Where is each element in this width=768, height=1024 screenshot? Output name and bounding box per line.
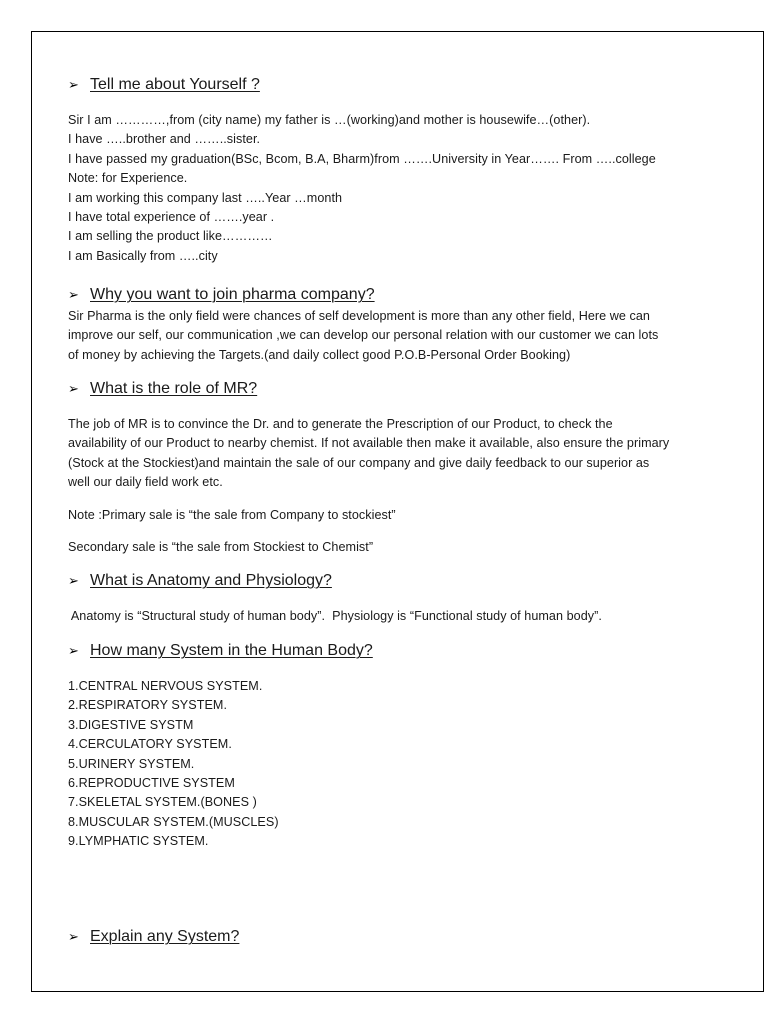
arrowhead-bullet-icon: ➢	[68, 643, 79, 658]
text-line: Note: for Experience.	[68, 171, 188, 186]
list-item: 2.RESPIRATORY SYSTEM.	[68, 698, 227, 713]
text-line: I have …..brother and ……..sister.	[68, 132, 261, 147]
heading-role-of-mr	[68, 380, 257, 398]
paragraph-anatomy-physiology	[68, 607, 718, 626]
heading-text: How many System in the Human Body?	[90, 642, 373, 659]
heading-text: Why you want to join pharma company?	[90, 286, 375, 303]
text-line: Note :Primary sale is “the sale from Company to stockiest”	[68, 508, 396, 522]
text-line: I am Basically from …..city	[68, 248, 218, 263]
list-item: 3.DIGESTIVE SYSTM	[68, 717, 194, 732]
list-item: 1.CENTRAL NERVOUS SYSTEM.	[68, 679, 263, 693]
heading-anatomy-physiology	[68, 572, 332, 590]
paragraph-role-of-mr	[68, 415, 718, 493]
text-line: I have total experience of …….year .	[68, 210, 275, 225]
arrowhead-bullet-icon: ➢	[68, 287, 79, 302]
heading-tell-me-about-yourself	[68, 76, 260, 94]
list-item: 8.MUSCULAR SYSTEM.(MUSCLES)	[68, 814, 279, 829]
list-item: 5.URINERY SYSTEM.	[68, 756, 195, 771]
arrowhead-bullet-icon: ➢	[68, 929, 79, 944]
arrowhead-bullet-icon: ➢	[68, 573, 79, 588]
heading-systems-count	[68, 642, 373, 660]
paragraph-why-pharma	[68, 307, 718, 365]
heading-why-pharma	[68, 286, 375, 304]
arrowhead-bullet-icon: ➢	[68, 77, 79, 92]
text-line: The job of MR is to convince the Dr. and to generate the Prescription of our Product, to check the	[68, 417, 613, 431]
heading-text: Explain any System?	[90, 928, 240, 945]
list-item: 9.LYMPHATIC SYSTEM.	[68, 834, 209, 849]
text-line: Secondary sale is “the sale from Stockiest to Chemist”	[68, 540, 374, 554]
list-item: 7.SKELETAL SYSTEM.(BONES )	[68, 795, 257, 810]
text-line: Sir I am …………,from (city name) my father is …(working)and mother is housewife…(other).	[68, 113, 591, 127]
text-line: availability of our Product to nearby chemist. If not available then make it available, also ensure the primary	[68, 436, 670, 451]
text-line: (Stock at the Stockiest)and maintain the sale of our company and give daily feedback to our superior as	[68, 455, 650, 470]
text-line: I have passed my graduation(BSc, Bcom, B.A, Bharm)from …….University in Year……. From …..college	[68, 151, 656, 166]
heading-text: What is Anatomy and Physiology?	[90, 572, 332, 589]
heading-explain-system	[68, 928, 239, 946]
list-item: 6.REPRODUCTIVE SYSTEM	[68, 776, 235, 791]
list-item: 4.CERCULATORY SYSTEM.	[68, 737, 232, 752]
text-line: well our daily field work etc.	[68, 475, 223, 490]
heading-text: Tell me about Yourself ?	[90, 76, 260, 93]
note-secondary-sale	[68, 538, 718, 557]
heading-text: What is the role of MR?	[90, 380, 258, 397]
paragraph-about-yourself	[68, 111, 718, 266]
note-primary-sale	[68, 506, 718, 525]
text-line: Anatomy is “Structural study of human body”. Physiology is “Functional study of human body”.	[68, 609, 602, 623]
text-line: I am working this company last …..Year …month	[68, 190, 343, 205]
text-line: Sir Pharma is the only field were chances of self development is more than any other field, Here we can	[68, 309, 650, 323]
list-body-systems	[68, 677, 718, 852]
text-line: I am selling the product like…………	[68, 229, 273, 244]
text-line: improve our self, our communication ,we can develop our personal relation with our customer we can lots	[68, 328, 659, 343]
arrowhead-bullet-icon: ➢	[68, 381, 79, 396]
text-line: of money by achieving the Targets.(and daily collect good P.O.B-Personal Order Booking)	[68, 347, 571, 362]
